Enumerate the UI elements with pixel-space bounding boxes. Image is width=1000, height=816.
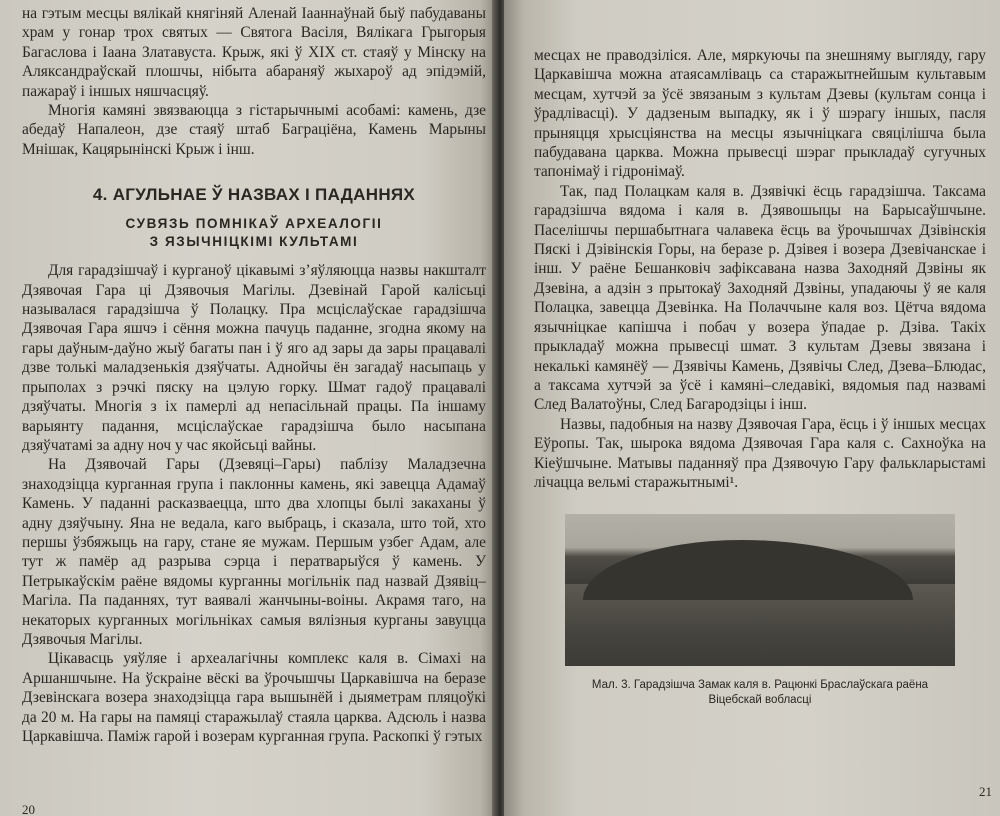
paragraph: Назвы, падобныя на назву Дзявочая Гара, ёсць і ў іншых месцах Еўропы. Так, шырока вядома Дзявочая Гара каля с. Сахноўка на Кіеўшчыне. Матывы паданняў пра Дзявочую Гару фалькларыстамі лічацца вельмі старажытнымі¹. — [534, 415, 986, 491]
paragraph: На Дзявочай Гары (Дзевяці–Гары) паблізу Маладзечна знаходзіцца курганная група і паклонны камень, які завецца Адамаў Камень. У паданні расказваецца, што два хлопцы былі закаханы ў адну дзяўчыну. Яна не ведала, каго выбраць, і сказала, што той, хто першы ўзбяжыць на гару, стане яе мужам. Першым узбег Адам, але тут ж памёр ад разрыва сэрца і ператварыўся ў камень. У Петрыкаўскім раёне вядомы курганны могільнік пад назвай Дзявіц–Магіла. Па паданнях, тут ваявалі жанчыны-воіны. Акрамя таго, на некаторых курганных могільніках самыя вялізныя курганы завуцца Дзявочыя Магілы. — [22, 456, 486, 648]
subtitle-line: СУВЯЗЬ ПОМНІКАЎ АРХЕАЛОГІІ — [125, 216, 383, 232]
page-number: 20 — [22, 802, 35, 816]
left-page — [0, 0, 496, 816]
paragraph: Так, пад Полацкам каля в. Дзявічкі ёсць гарадзішча. Таксама гарадзішча вядома і каля в. Дзявошыцы на Барысаўшчыне. Паселішчы першабытнага чалавека ёсць ва ўрочышчах Дзівінскія Пяскі і Дзівінскія Горы, на беразе р. Дзівея і возера Дзевічанскае і інш. У раёне Бешанковіч зафіксавана назва Заходняй Дзвіны як Дзевіна, а адзін з прытокаў Заходняй Дзвіны, упадаючы ў яе каля Полацка, завецца Дзевінка. На Полаччыне каля воз. Цётча вядома язычніцкае капішча і побач у возера ўпадае р. Дзіва. Такіх прыкладаў можна прывесці шмат. З культам Дзевы звязана і некалькі камянёў — Дзявічы Камень, Дзявічы След, Дзева–Блюдас, а таксама хутчэй за ўсё і камяні–следавікі, вядомыя пад назвамі След Валатоўны, След Багародзіцы і інш. — [534, 182, 986, 414]
paragraph: Цікавасць уяўляе і археалагічны комплекс каля в. Сімахі на Аршаншчыне. На ўскраіне вёскі ва ўрочышчы Царкавішча на беразе Дзевінскага возера знаходзіцца гара вышынёй і дыяметрам пляцоўкі да 20 м. На гары на памяці старажылаў стаяла царква. Адсюль і назва Царкавішча. Паміж гарой і возерам курганная група. Раскопкі ў гэтых — [22, 650, 486, 745]
section-title: 4. АГУЛЬНАЕ Ў НАЗВАХ І ПАДАННЯХ — [92, 185, 416, 205]
paragraph: Многія камяні звязваюцца з гістарычнымі асобамі: камень, дзе абедаў Напалеон, дзе стаяў штаб Баграціёна, Камень Марыны Мнішак, Кацярынінскі Крыж і інш. — [22, 102, 486, 158]
figure-caption — [534, 678, 986, 708]
paragraph: месцах не праводзіліся. Але, мяркуючы па знешняму выгляду, гару Царкавішча можна атаясамліваць са старажытнейшым культавым месцам, хутчэй за ўсё звязаным з культам Дзевы (культам сонца і ўрадлівасці). У дадзеным выпадку, як і ў шэрагу іншых, пасля прыняцця хрысціянства на месцы язычніцкага свяцілішча была пабудавана царква. Можна прывесці шэраг прыкладаў сугучных тапонімаў і гідронімаў. — [534, 47, 986, 181]
page-number: 21 — [979, 784, 992, 799]
paragraph: Для гарадзішчаў і курганоў цікавымі з’яўляюцца назвы накшталт Дзявочая Гара ці Дзявочыя Магілы. Дзевінай Гарой калісьці называлася гарадзішча ў Полацку. Пра мсціслаўскае гарадзішча Дзявочая Гара яшчэ і сёння можна пачуць паданне, згодна якому на гары даўным-даўно жыў багаты пан і ў яго ад зары да зары працавалі дзве толькі маладзенькія дзяўчаты. Аднойчы ён загадаў насыпаць у прыполах з рэчкі пяску на цэлую горку. Шмат гадоў працавалі дзяўчаты. Многія з іх памерлі ад непасільнай працы. Па іншаму варыянту падання, мсціслаўскае гарадзішча было насыпана дзяўчатамі за адну ноч у час якойсьці вайны. — [22, 262, 486, 454]
subsection-title — [22, 215, 486, 251]
caption-line: Мал. 3. Гарадзішча Замак каля в. Рацюнкі Браслаўскага раёна — [591, 679, 929, 692]
hillfort-photo — [565, 514, 955, 666]
subtitle-line: З ЯЗЫЧНІЦКІМІ КУЛЬТАМІ — [149, 234, 359, 250]
right-page — [504, 0, 1000, 816]
photo-mound — [583, 540, 913, 600]
caption-line: Віцебскай вобласці — [708, 694, 812, 707]
paragraph: на гэтым месцы вялікай княгіняй Аленай Іааннаўнай быў пабудаваны храм у гонар трох святых — Святога Васіля, Вялікага Грыгорыя Багаслова і Іаана Златавуста. Крыж, які ў XIX ст. стаяў у Мінску на Аляксандраўскай плошчы, нібыта абараняў жыхароў ад эпідэмій, пажараў і іншых няшчасцяў. — [22, 5, 486, 100]
